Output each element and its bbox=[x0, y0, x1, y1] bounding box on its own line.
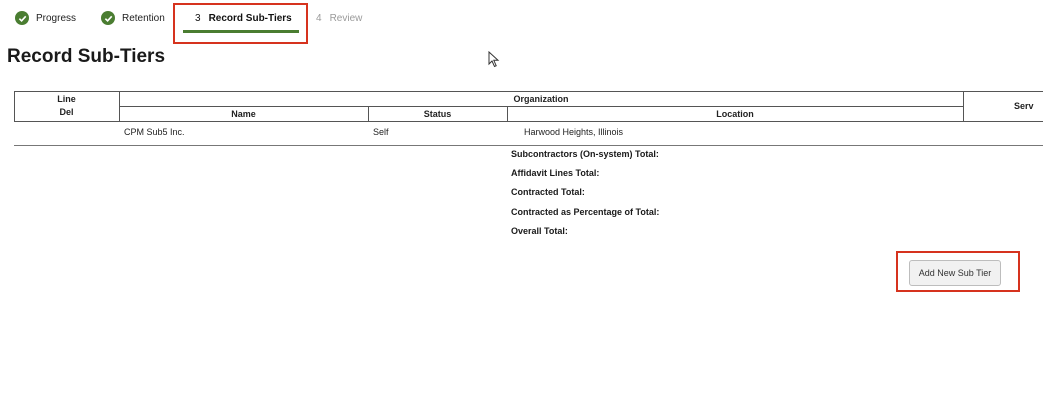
header-status: Status bbox=[423, 108, 452, 119]
contracted-total-label: Contracted Total: bbox=[511, 187, 585, 197]
mouse-pointer-icon bbox=[488, 51, 500, 69]
affidavit-lines-total-label: Affidavit Lines Total: bbox=[511, 168, 600, 178]
subcontractors-total-label: Subcontractors (On-system) Total: bbox=[511, 149, 659, 159]
check-circle-icon bbox=[15, 11, 29, 25]
step-label: Retention bbox=[122, 12, 165, 24]
step-retention[interactable] bbox=[101, 10, 165, 26]
page-title: Record Sub-Tiers bbox=[7, 46, 166, 67]
step-number: 4 bbox=[316, 12, 322, 24]
step-number: 3 bbox=[195, 12, 201, 24]
header-line: Line bbox=[57, 94, 76, 104]
step-review bbox=[316, 10, 362, 26]
highlight-box bbox=[896, 251, 1020, 292]
row-status: Self bbox=[373, 127, 389, 137]
contracted-percentage-label: Contracted as Percentage of Total: bbox=[511, 207, 660, 217]
overall-total-label: Overall Total: bbox=[511, 226, 568, 236]
check-circle-icon bbox=[101, 11, 115, 25]
step-progress[interactable] bbox=[15, 10, 76, 26]
step-label: Progress bbox=[36, 12, 77, 24]
highlight-box bbox=[173, 3, 308, 44]
header-location: Location bbox=[716, 108, 754, 119]
header-name: Name bbox=[231, 108, 256, 119]
header-serv: Serv bbox=[1014, 101, 1034, 111]
row-name: CPM Sub5 Inc. bbox=[124, 127, 185, 137]
add-new-sub-tier-button[interactable]: Add New Sub Tier bbox=[909, 260, 1001, 286]
header-organization: Organization bbox=[513, 93, 569, 104]
step-label: Record Sub-Tiers bbox=[208, 12, 292, 24]
row-location: Harwood Heights, Illinois bbox=[524, 127, 624, 137]
step-label: Review bbox=[329, 12, 363, 24]
header-del: Del bbox=[59, 107, 74, 117]
